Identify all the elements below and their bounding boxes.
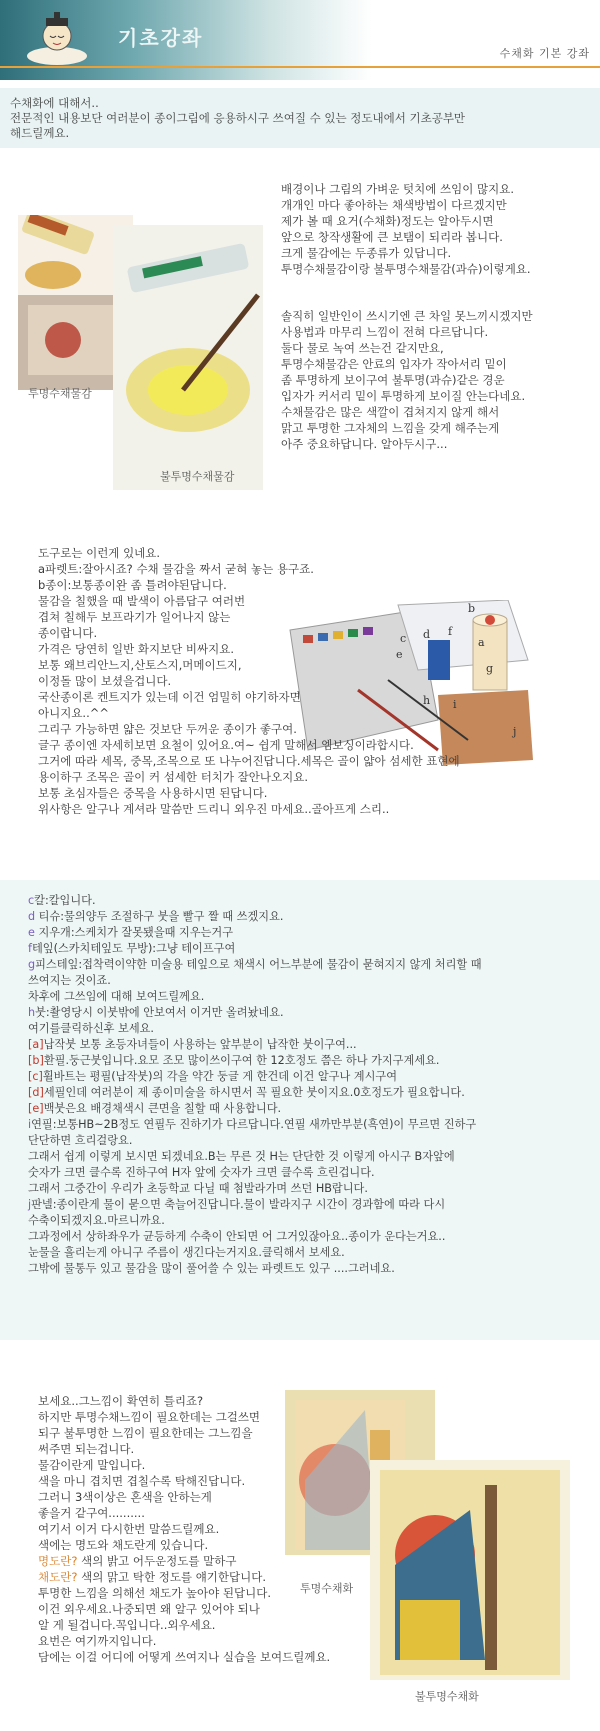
text-line [38,1441,330,1457]
text-line: 그리구 가능하면 얇은 것보단 두꺼운 종이가 좋구여. [38,722,297,736]
text-line [28,909,482,925]
line-text: 단단하면 흐리걸랑요. [28,1134,133,1147]
text-line [28,973,482,989]
tool-label-c: c [400,632,407,645]
paint-tubes-photo [18,215,273,490]
line-text: 환필.둥근붓입니다.요모 조모 많이쓰이구여 한 12호정도 쯤은 하나 가지구계세요. [43,1054,440,1067]
highlight-prefix: h [28,1006,36,1019]
text-line: 사용법과 마무리 느낌이 전혀 다르답니다. [281,325,489,339]
intro-box [0,88,600,148]
highlight-prefix: [d] [28,1086,44,1099]
text-line [28,1069,482,1085]
text-line [38,1633,330,1649]
line-text: 티슈:물의양두 조절하구 붓을 빨구 짤 때 쓰겠지요. [35,910,284,923]
intro-line: 해드릴께요. [10,126,70,140]
line-text: 좋을거 같구여.......... [38,1506,145,1520]
text-line: 좀 투명하게 보이구여 불투명(과슈)같은 경운 [281,373,505,387]
highlight-prefix: [c] [28,1070,43,1083]
text-line [28,1197,482,1213]
text-line: 보통 왜브리안느지,산토스지,머메이드지, [38,658,242,672]
tool-label-e: e [396,648,403,661]
line-text: 칼:칼입니다. [34,894,96,907]
highlight-prefix: [a] [28,1038,44,1051]
text-line: 솔직히 일반인이 쓰시기엔 큰 차일 못느끼시겠지만 [281,309,533,323]
highlight-prefix: 명도란? [38,1554,78,1568]
text-line [28,1085,482,1101]
line-text: 이건 외우세요.나중되면 왜 알구 있어야 되나 [38,1602,260,1616]
line-text: 지우개:스케치가 잘못됐을때 지우는거구 [34,926,234,939]
highlight-prefix: d [28,910,36,923]
line-text: 세필인데 여러분이 제 종이미술을 하시면서 꼭 필요한 붓이지요.0호정도가 필요합니다. [43,1086,465,1099]
text-line [38,1537,330,1553]
line-text: 투명한 느낌을 의해선 채도가 높아야 된답니다. [38,1586,272,1600]
tool-label-g: g [486,662,494,675]
section4-text [38,1393,330,1665]
text-line [28,925,482,941]
line-text: 요번은 여기까지입니다. [38,1634,157,1648]
line-text: 하지만 투명수채느낌이 필요한데는 그걸쓰면 [38,1410,261,1424]
text-line [38,1489,330,1505]
text-line [28,1117,482,1133]
text-line: 겹쳐 칠해두 보프라기가 일어나지 않는 [38,610,231,624]
text-line [28,1133,482,1149]
caption-transparent-watercolor: 투명수채화 [300,1582,354,1595]
text-line: 도구로는 이런게 있네요. [38,546,161,560]
line-text: 휠바트는 평필(납작붓)의 각을 약간 둥글 게 한건데 이건 알구나 계시구여 [42,1070,398,1083]
text-line: 가격은 당연히 일반 화지보단 비싸지요. [38,642,235,656]
line-text: 색의 밝고 어두운정도를 말하구 [77,1554,237,1568]
text-line: b종이:보통종이완 좀 틀려야된답니다. [38,578,227,592]
line-text: 연필:보통HB~2B정도 연필두 진하기가 다르답니다.연필 새까만부분(흑연)이 무르면 진하구 [31,1118,477,1131]
line-text: 여기를클릭하신후 보세요. [28,1022,154,1035]
highlight-prefix: c [28,894,35,907]
text-line: 종이랍니다. [38,626,98,640]
line-text: 그래서 쉽게 이렇게 보시면 되겠네요.B는 무른 것 H는 단단한 것 이렇게 아시구 B자앞에 [28,1150,455,1163]
caption-opaque-paint: 불투명수채물감 [160,470,235,483]
line-text: 되구 불투명한 느낌이 필요한데는 그느낌을 [38,1426,253,1440]
text-line: 투명수채물감은 안료의 입자가 작아서리 밑이 [281,357,507,371]
line-text: 색의 맑고 탁한 정도를 얘기한답니다. [77,1570,267,1584]
line-text: 붓:촬영당시 이붓밖에 안보여서 이거만 올려놨네요. [35,1006,284,1019]
line-text: 백붓은요 배경채색시 큰면을 칠할 때 사용합니다. [43,1102,282,1115]
text-line: 투명수채물감이랑 불투명수채물감(과슈)이렇게요. [281,262,531,276]
text-line: 수채물감은 많은 색깔이 겹쳐지지 않게 해서 [281,405,500,419]
text-line: 아니지요..^^ [38,706,110,720]
line-text: 알 게 될겁니다.꼭입니다..외우세요. [38,1618,216,1632]
line-text: 쓰여지는 것이죠. [28,974,111,987]
tool-label-i: i [453,698,457,711]
text-line [28,1261,482,1277]
text-line: 둘다 물로 녹여 쓰는건 같지만요, [281,341,444,355]
text-line [38,1473,330,1489]
text-line [28,1149,482,1165]
text-line [38,1505,330,1521]
caption-opaque-watercolor: 불투명수채화 [415,1690,479,1703]
mascot-icon [22,8,92,68]
highlight-prefix: f [28,942,32,955]
tool-label-f: f [448,625,453,638]
line-text: 물감이란게 말입니다. [38,1458,146,1472]
line-text: 써주면 되는겁니다. [38,1442,135,1456]
text-line [28,1021,482,1037]
text-line [28,1101,482,1117]
line-text: 담에는 이걸 어디에 어떻게 쓰여지나 실습을 보여드릴께요. [38,1650,331,1664]
line-text: 여기서 이거 다시한번 말씀드릴께요. [38,1522,220,1536]
text-line [28,893,482,909]
line-text: 그래서 그중간이 우리가 초등학교 다닐 때 첨발라가며 쓰던 HB랍니다. [28,1182,368,1195]
line-text: 보세요..그느낌이 확연히 틀리죠? [38,1394,204,1408]
text-line [38,1617,330,1633]
text-line: 크게 물감에는 두종류가 있답니다. [281,246,452,260]
text-line: 국산종이론 켄트지가 있는데 이건 엄밀히 야기하자면 [38,690,301,704]
text-line [38,1569,330,1585]
text-line: 아주 중요하답니다. 알아두시구... [281,437,448,451]
text-line [28,1181,482,1197]
text-line: 이정돌 많이 보셨을겁니다. [38,674,172,688]
tool-label-a: a [478,636,485,649]
text-line: 용이하구 조목은 골이 커 섬세한 터치가 잘안나오지요. [38,770,308,784]
text-line: 입자가 커서리 밑이 투명하게 보이질 안는다네요. [281,389,526,403]
line-text: 색에는 명도와 채도란게 있습니다. [38,1538,209,1552]
text-line [28,1165,482,1181]
caption-transparent-paint: 투명수채물감 [28,387,92,400]
page-subtitle: 수채화 기본 강좌 [499,47,590,60]
line-text: 눈물을 흘리는게 아니구 주름이 생긴다는거지요.클릭해서 보세요. [28,1246,345,1259]
text-line [28,957,482,973]
line-text: 색을 마니 겹치면 겹칠수록 탁해진답니다. [38,1474,246,1488]
tool-label-d: d [423,628,431,641]
text-line [38,1409,330,1425]
text-line: 물감을 칠했을 때 발색이 아름답구 여러번 [38,594,246,608]
highlight-prefix: [b] [28,1054,44,1067]
text-line [38,1425,330,1441]
text-line [28,1229,482,1245]
tool-label-h: h [423,694,431,707]
text-line [38,1457,330,1473]
text-line: 제가 볼 때 요거(수채화)정도는 알아두시면 [281,214,494,228]
highlight-prefix: i [28,1118,32,1131]
line-text: 숫자가 크면 클수록 진하구여 H자 앞에 숫자가 크면 클수록 흐린겁니다. [28,1166,375,1179]
text-line [28,1037,482,1053]
intro-line: 전문적인 내용보단 여러분이 종이그림에 응용하시구 쓰여질 수 있는 정도내에서 기초공부만 [10,111,466,125]
intro-line: 수채화에 대해서.. [10,96,99,110]
section1-paragraph1 [281,181,531,277]
text-line: 그거에 따라 세목, 중목,조목으로 또 나누어진답니다.세목은 골이 얇아 섬세한 표현에 [38,754,460,768]
section2-text [38,545,460,817]
text-line [38,1393,330,1409]
text-line [28,989,482,1005]
text-line: 위사항은 알구나 계셔라 말씀만 드리니 외우진 마세요..골아프게 스리.. [38,802,390,816]
highlight-prefix: e [28,926,35,939]
highlight-prefix: j [28,1198,32,1211]
text-line [38,1553,330,1569]
text-line: 보통 초심자들은 중목을 사용하시면 된답니다. [38,786,268,800]
line-text: 판넬:종이란게 물이 묻으면 축늘어진답니다.물이 발라지구 시간이 경과함에 따라 다시 [31,1198,446,1211]
text-line [38,1649,330,1665]
text-line: a파렛트:잘아시죠? 수채 물감을 짜서 굳혀 놓는 용구죠. [38,562,314,576]
line-text: 납작붓 보통 초등자녀들이 사용하는 앞부분이 납작한 붓이구여... [43,1038,357,1051]
text-line: 개개인 마다 좋아하는 채색방법이 다르겠지만 [281,198,507,212]
text-line [28,941,482,957]
text-line [38,1601,330,1617]
line-text: 수축이되겠지요.마르니까요. [28,1214,165,1227]
text-line [28,1245,482,1261]
section1-paragraph2 [281,308,533,452]
text-line [38,1585,330,1601]
highlight-prefix: [e] [28,1102,44,1115]
line-text: 그러니 3색이상은 혼색을 안하는게 [38,1490,212,1504]
line-text: 그과정에서 상하좌우가 균등하게 수축이 안되면 어 그거있잖아요..종이가 운다는거요.. [28,1230,446,1243]
section3-text [28,893,482,1277]
text-line: 배경이나 그림의 가벼운 텃치에 쓰임이 많지요. [281,182,515,196]
text-line [28,1053,482,1069]
line-text: 피스테잎:접착력이약한 미술용 테잎으로 채색시 어느부분에 물감이 묻혀지지 않게 처리할 때 [35,958,482,971]
highlight-prefix: g [28,958,36,971]
text-line: 앞으로 창작생활에 큰 보탬이 되리라 봅니다. [281,230,503,244]
text-line: 글구 종이엔 자세히보면 요철이 있어요.여~ 쉽게 말해서 엠보싱이라합시다. [38,738,414,752]
line-text: 차후에 그쓰임에 대해 보여드릴께요. [28,990,205,1003]
page-title: 기초강좌 [118,26,204,50]
text-line: 맑고 투명한 그자체의 느낌을 갖게 해주는게 [281,421,500,435]
tool-label-j: j [513,725,517,738]
tool-label-b: b [468,602,476,615]
text-line [28,1213,482,1229]
line-text: 테잎(스카치테잎도 무방):그냥 테이프구여 [31,942,236,955]
line-text: 그밖에 물통두 있고 물감을 많이 풀어쓸 수 있는 파렛트도 있구 ....그러네요. [28,1262,395,1275]
text-line [28,1005,482,1021]
text-line [38,1521,330,1537]
highlight-prefix: 채도란? [38,1570,78,1584]
